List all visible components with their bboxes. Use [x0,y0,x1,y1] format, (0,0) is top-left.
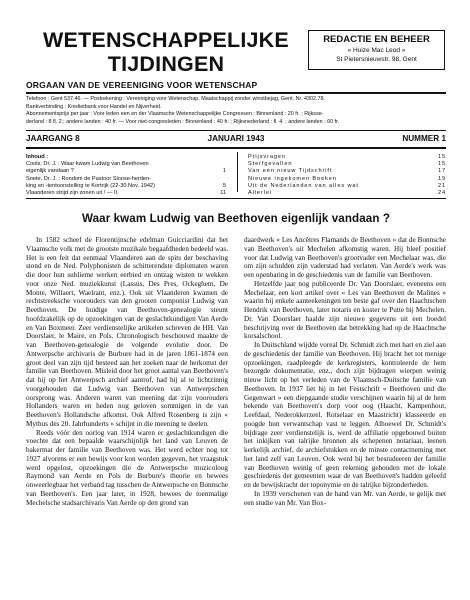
paragraph: daardwerk « Les Ancêtres Flamands de Beethoven » dat de Bonnsche van Beethoven's uit Mechelen afkomstig waren. Hij bleef positief voor dat Ludwig van Beethoven's grootvader een Mechelaar was, die om zijn schulden zijn vaderstad had verlaten. Van Aerde's werk was een openbaring in de geschiedenis van de familie van Beethoven. [244,236,446,279]
toc-entry: Vlaanderen strijd zijn zonen uit ! — II. 11 [26,190,226,197]
masthead-title [26,28,306,76]
toc-entry: Sterfgevallen 15 [248,161,446,168]
redactie-line2: St Pietersnieuwstr. 98, Gent [336,56,417,63]
toc-entry: eigenlijk vandaan ? 1 [26,168,226,175]
issue-number: NUMMER 1 [402,134,446,143]
issue-bar [26,133,446,145]
article-column-right [244,236,446,596]
toc-heading: Inhoud : [26,154,49,160]
toc-divider [237,152,238,192]
paragraph: In 1939 verschenen van de hand van Mr. van Aerde, te gelijk met een studie van Mr. Van Box- [244,489,446,507]
toc-entry: Van een nieuw Tijdschrift 17 [248,168,446,175]
article-column-left [26,236,228,596]
divider [26,130,446,131]
table-of-contents-right [248,154,446,197]
redactie-box [308,30,445,70]
toc-entry: Nieuwe ingekomen Boeken 19 [248,175,446,182]
toc-entry: Allerlei 24 [248,190,446,197]
toc-entry: king en -tentoonstelling te Kortrijk (22-30 Nov. 1942) 5 [26,182,226,189]
divider [26,147,446,149]
redactie-title: REDACTIE EN BEHEER [323,34,430,45]
paragraph: Reeds vóór den oorlog van 1914 waren er geslachtkundigen die voechte dat een bepaalde waarschijnlijk het land van Leuven de bakermat der familie van Beethoven was. Het werd echter nog tot 1927 alvorens er een bewijs voor kon worden gegeven, het vraagstuk werd opgelost, opzoekingen die de Antwerpsche muzicoloog Raymond van Aerde en Pols de Burbure's theorie en bewees onweerlegbaar het verband tag tusschen de Antwerpsche en Bonnsche van Beethoven's. Een jaar later, in 1928, bewees de toenmalige Mechelsche stadsarchivaris Van Aerde op den grond van [26,428,228,507]
info-line1: Telefoon : Gent 537.46. — Postrekening : Vereeniging voor Wetenschap, Maatschappij zonder winstbejag, Gent. Nr. 4302.78. [26,96,325,102]
info-line3: Abonnementsprijs per jaar : Voor leden een en der Vlaamsche Wetenschappelijke Congressen : Binnenland : 20 fr. ; Rijksse- [26,111,324,118]
paragraph: Hetzelfde jaar nog publiceerde Dr. Van Doorslaer, eveneens een Mechelaar, een kort artikel over « Les van Beethoven de Malines » waarin hij enkele aanteekeningen ten beste gaf over den Haachtschen Hendrik van Beethoven, later notaris en koster te Putte bij Mechelen. Dr. Van Doorslaer haalde zijn nieuwe gegevens uit een boedel beschrijving over de Beethoven dat betrekking had op de Haachtsche korsalschool. [244,279,446,341]
redactie-line1: « Huize Mac Leod » [347,47,406,54]
toc-entry: Soete, Dr. J. : Rondom de Pastoor Sloose-herden- [26,175,151,182]
toc-entry: Cools, Dr. J. : Waar kwam Ludwig van Beethoven [26,161,149,168]
paragraph: In Duitschland wijdde voreal Dr. Schmidt zich met hart en ziel aan de geschiedenis der familie van Beethoven. Hij bracht het tot menige opzoekingen, raadpleegde de kerkregisters, kontroleerde de hem bezorgde dokumentatie, enz., doch zijn bijdragen wierpen weinig nieuw licht op het verleden van de Vlaamsch-Duitsche familie van Beethoven. In 1937 liet hij in het Festschrift « Beethoven und die Gegenwart » een diepgaande studie verschijnen waarin hij al de hem bekende van Beethoven's dorp voor oog (Haacht, Kampenhout, Leefdaal, Nederokkerzeel, Rotselaar en Maastricht) klasseerde en poogde hun verwantschap vast te leggen. Alhoewel Dr. Schmidt's bijdrage zeer verdienstelijk is, werd de affiliatie opgebouwd buiten het inkijken van talrijke bronnen als schepenen notariaat, leenen kerkelijk archief, de archiefstukken en de minste contactneming met het land zelf van Leuven. Ook werd bij het bestudeeren der familie van Beethoven weinig of geen rekening gehouden met de lokale geschiedenis der gemeenten waar de van Beethoven's hadden geleefd en de bewijskracht der toponymie en de talrijke bijzonderheden. [244,341,446,489]
article-title: Waar kwam Ludwig van Beethoven eigenlijk vandaan ? [81,212,391,225]
toc-entry: Uit de Nederlanden van alles wat 21 [248,182,446,189]
info-line2: Bankverbinding : Kredietbank voor Handel en Nijverheid. [26,103,162,110]
info-line4: derland : 8 fl. 2.; andere landen : 40 fr. — Voor niet-congresleden : Binnenland : 40 fr. ; Rijksnederland : fl. 4. ; andere landen : 60 fr. [26,118,340,125]
masthead-title-line2: TIJDINGEN [107,52,225,76]
masthead-title-line1: WETENSCHAPPELIJKE [43,28,289,52]
divider [26,92,446,94]
paragraph: In 1582 scheef de Florentijnsche edelman Guicciardini dat het Vlaamsche volk met de grootste muzikale begaafdheden bedeeld was. Het is een feit dat eenmaal Vlaanderen aan de spits der beschaving stond en de Ned. Polyphonisten de schitterendste diplomaten waren die door hun sublieme werken eerbied en ontzag wisten te wekken voor onze Ned. muziekkunst (Lassus, Des Pres, Ockeghem, De Monte, Willaert, Waelrant, enz.). Ook uit Vlaanderen kwamen de rechtstreeksche voorouders van den grooten componist Ludwig van Beethoven. De huidige van Beethoven-genealogie steunt hoofdzakelijk op de opzoekingen van de geslachtkundigen Van Aerde en Van Boxmeer. Zeer verdienstelijke artikelen schreven de HH. Van Doorslaer, le Maire, en Pols. Chronologisch beschouwd maakte de van Beethoven-genealogie de volgende evolutie door. De Antwerpsche archivaris de Burbure had in de jaren 1861-1874 een groot deel van zijn tijd besteed aan het zoeken naar de herkomst der familie van Beethoven. Misleid door het groot aantal van Beethoven's dat hij op het Antwerpsch archief aantrof, had hij al te lichtzinnig voorgehouden dat Ludwig van Beethoven van Antwerpschen oorsprong was. Anderen waren van meening dat zijn voorouders Hollanders waren en heden nog geloven sommigen in de van Beethoven's Hollandsche afkomst. Ook Alfred Rosenberg is zijn « Mythus des 20. Jahrhunderts » schijnt in die meening te deelen. [26,236,228,428]
masthead-subtitle: ORGAAN VAN DE VEREENIGING VOOR WETENSCHAP [26,80,258,90]
table-of-contents-left [26,154,226,197]
toc-entry: Prijsvragen 15 [248,154,446,160]
divider [26,198,446,199]
publication-info [26,96,446,126]
issue-volume: JAARGANG 8 [26,134,80,143]
issue-date: JANUARI 1943 [207,134,265,143]
